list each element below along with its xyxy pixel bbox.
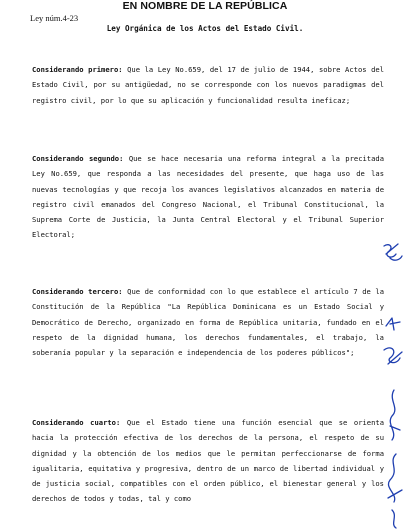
paragraph-lead: Considerando primero: — [32, 65, 123, 74]
paragraph-text: Que el Estado tiene una función esencial que se orienta hacia la protección efectiva de los derechos de la persona, el respeto de su dignidad y la obtención de los medios que le permitan perfeccionarse de forma igualitaria, equitativa y progresiva, dentro de un marco de libertad individual y de justicia social, compatibles con el orden público, el bienestar general y los derechos de todos y todas, tal y como — [32, 418, 384, 504]
paragraph-considerando-primero — [32, 62, 384, 108]
paragraph-considerando-cuarto — [32, 415, 384, 507]
paragraph-text: Que de conformidad con lo que establece el artículo 7 de la Constitución de la República "La República Dominicana es un Estado Social y Democrático de Derecho, organizado en forma de República unitaria, fundado en el respeto de la dignidad humana, los derechos fundamentales, el trabajo, la soberanía popular y la separación e independencia de los poderes públicos"; — [32, 287, 384, 358]
paragraph-considerando-segundo — [32, 151, 384, 243]
paragraph-lead: Considerando cuarto: — [32, 418, 121, 427]
paragraph-text: Que la Ley No.659, del 17 de julio de 1944, sobre Actos del Estado Civil, por su antigüedad, no se corresponde con los nuevos paradigmas del registro civil, por lo que su aplicación y funcionalidad resulta ineficaz; — [32, 65, 385, 105]
handwritten-initials-icon — [380, 240, 410, 530]
initial-mark-3 — [384, 348, 402, 364]
paragraph-considerando-tercero — [32, 284, 384, 360]
initial-mark-4 — [390, 390, 400, 440]
document-title: Ley Orgánica de los Actos del Estado Civil. — [106, 24, 304, 33]
initial-mark-1 — [384, 244, 402, 260]
paragraph-text: Que se hace necesaria una reforma integral a la precitada Ley No.659, que responda a las necesidades del presente, que haga uso de las nuevas tecnologías y que recoja los avances legislativos alcanzados en materia de registro civil emanados del Congreso Nacional, el Tribunal Constitucional, la Suprema Corte de Justicia, la Junta Central Electoral y el Tribunal Superior Electoral; — [32, 154, 384, 240]
initial-mark-5 — [388, 454, 402, 528]
paragraph-lead: Considerando segundo: — [32, 154, 124, 163]
paragraph-lead: Considerando tercero: — [32, 287, 123, 296]
initial-mark-2 — [386, 318, 400, 330]
law-number: Ley núm.4-23 — [30, 13, 79, 23]
page-header: EN NOMBRE DE LA REPÚBLICA — [122, 0, 288, 12]
